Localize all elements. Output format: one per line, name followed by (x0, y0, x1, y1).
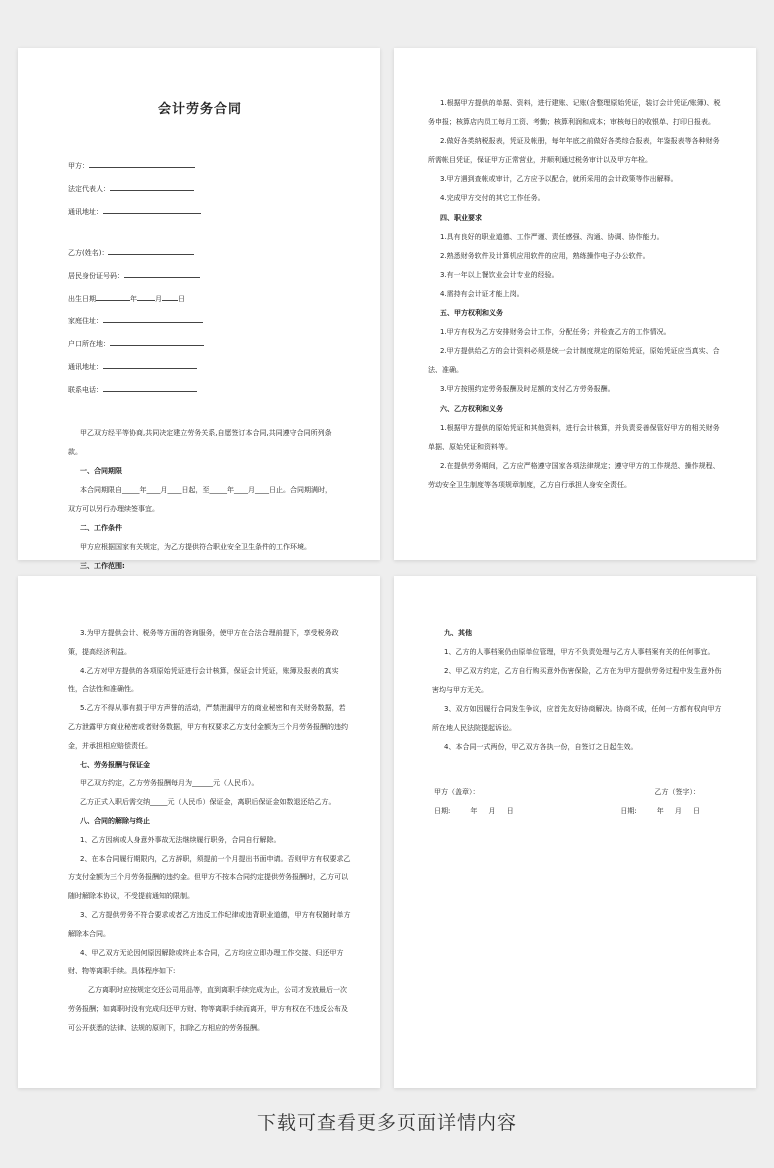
paragraph: 2.甲方提供给乙方的会计资料必须是统一会计制度规定的原始凭证，原始凭证应当真实、合法、准确。 (428, 347, 720, 375)
blank-line (110, 184, 194, 191)
blank-line (103, 316, 203, 323)
party-b-signature: 乙方（签字）： (654, 788, 700, 796)
field-address-a (68, 207, 332, 216)
page-3-content (68, 624, 352, 1038)
date-row (432, 806, 728, 816)
section-heading: 七、劳务报酬与保证金 (80, 760, 150, 769)
blank-line (103, 385, 197, 392)
signature-row (432, 787, 728, 797)
blank-line (108, 248, 194, 255)
document-page-4 (394, 576, 756, 1088)
blank-line (89, 161, 195, 168)
field-label: 出生日期 (68, 294, 96, 303)
document-title: 会计劳务合同 (157, 102, 242, 117)
blank-line (96, 294, 130, 301)
party-b-fields (68, 248, 332, 395)
paragraph: 乙方正式入职后需交纳_____元（人民币）保证金，离职后保证金如数退还给乙方。 (80, 798, 336, 807)
field-party-b-name (68, 248, 332, 257)
paragraph: 4.乙方对甲方提供的各项原始凭证进行会计核算，保证会计凭证，账簿及报表的真实性，合法性和准确性。 (68, 666, 339, 694)
paragraph: 3、双方如因履行合同发生争议，应首先友好协商解决。协商不成，任何一方都有权向甲方所在地人民法院提起诉讼。 (432, 705, 722, 732)
footer-caption: 下载可查看更多页面详情内容 (256, 1112, 517, 1134)
year-label: 年 (130, 294, 137, 303)
paragraph: 乙方离职时应按规定交还公司用品等，直到离职手续完成为止，公司才发放最后一次劳务报酬；如离职时没有完成归还甲方财、物等离职手续而离开，甲方有权在不违反公布及可公开获悉的法律、法规的原则下，扣除乙方相应的劳务报酬。 (68, 986, 348, 1032)
field-household (68, 339, 332, 348)
paragraph: 1、乙方的人事档案仍由原单位管理，甲方不负责处理与乙方人事档案有关的任何事宜。 (444, 648, 715, 656)
document-page-2 (394, 48, 756, 560)
section-heading: 五、甲方权利和义务 (440, 309, 503, 318)
paragraph: 2、甲乙双方约定，乙方自行购买意外伤害保险，乙方在为甲方提供劳务过程中发生意外伤害均与甲方无关。 (432, 667, 722, 694)
paragraph: 3、乙方提供劳务不符合要求或者乙方违反工作纪律或违背职业道德，甲方有权随时单方解除本合同。 (68, 910, 351, 938)
section-heading: 六、乙方权利和义务 (440, 404, 503, 413)
section-heading: 四、职业要求 (440, 213, 482, 222)
paragraph: 4.需持有会计证才能上岗。 (440, 289, 524, 298)
paragraph: 4、本合同一式两份，甲乙双方各执一份，自签订之日起生效。 (444, 743, 638, 751)
field-phone (68, 385, 332, 394)
field-birth-date (68, 294, 332, 303)
party-a-fields (68, 161, 332, 216)
field-home-address (68, 316, 332, 325)
section-text: 甲方应根据国家有关规定，为乙方提供符合职业安全卫生条件的工作环境。 (80, 543, 311, 552)
blank-line (137, 294, 155, 301)
paragraph: 1.根据甲方提供的单据、资料，进行建账、记账(含整理原始凭证，装订会计凭证/账簿)、税务申报；核算店内员工每月工资、考勤；核算利润和成本；审核每日的收银单、打印日报表。 (428, 99, 721, 127)
party-a-date: 日期: 年 月 日 (434, 807, 514, 815)
section-text: 本合同期限自_____年____月____日起，至_____年____月____日止。合同期满时，双方可以另行办理续签事宜。 (68, 486, 332, 514)
paragraph: 4.完成甲方交付的其它工作任务。 (440, 194, 545, 203)
paragraph: 2、在本合同履行期限内，乙方辞职，须提前一个月提出书面申请。否则甲方有权要求乙方支付金额为三个月劳务报酬的违约金。但甲方不按本合同约定提供劳务报酬时，乙方可以随时解除本协议，不受提前通知的限制。 (68, 854, 351, 901)
paragraph: 1.根据甲方提供的原始凭证和其他资料，进行会计核算，并负责妥善保管好甲方的相关财务单据、原始凭证和资料等。 (428, 423, 720, 451)
field-label: 法定代表人： (68, 184, 110, 193)
page-4-content (432, 624, 728, 757)
paragraph: 2.做好各类纳税报表，凭证及帐册，每年年底之前做好各类综合报表，年鉴报表等各种财务所需帐目凭证，保证甲方正常营业，并顺利通过税务审计以及甲方年检。 (428, 137, 720, 165)
paragraph: 3.甲方遇到查帐或审计，乙方应予以配合，就所采用的会计政策等作出解释。 (440, 175, 678, 184)
paragraph: 1、乙方因病或人身意外事故无法继续履行职务，合同自行解除。 (80, 835, 281, 844)
page-2-content (428, 94, 726, 495)
paragraph: 1.具有良好的职业道德、工作严谨、责任感强、沟通、协调、协作能力。 (440, 232, 664, 241)
paragraph: 2.熟悉财务软件及计算机应用软件的应用，熟练操作电子办公软件。 (440, 251, 650, 260)
section-heading: 二、工作条件 (80, 524, 122, 533)
paragraph: 1.甲方有权为乙方安排财务会计工作，分配任务；并检查乙方的工作情况。 (440, 328, 671, 337)
paragraph: 3.甲方按照约定劳务报酬及时足额的支付乙方劳务报酬。 (440, 385, 615, 394)
blank-line (103, 362, 197, 369)
day-label: 日 (178, 294, 185, 303)
section-heading: 一、合同期限 (80, 467, 122, 476)
field-id-number (68, 271, 332, 280)
month-label: 月 (155, 294, 162, 303)
field-label: 通讯地址： (68, 207, 103, 216)
field-party-a (68, 161, 332, 170)
document-page-3 (18, 576, 380, 1088)
field-label: 通讯地址： (68, 363, 103, 372)
blank-line (110, 339, 204, 346)
party-a-signature: 甲方（盖章）： (434, 788, 480, 796)
field-label: 户口所在地： (68, 340, 110, 349)
field-label: 家庭住址： (68, 317, 103, 326)
blank-line (103, 207, 201, 214)
field-address-b (68, 362, 332, 371)
paragraph: 5.乙方不得从事有损于甲方声誉的活动，严禁泄漏甲方的商业秘密和有关财务数据，若乙方泄露甲方商业秘密或者财务数据，甲方有权要求乙方支付金额为三个月劳务报酬的违约金，并承担相应赔偿责任。 (68, 704, 348, 750)
paragraph: 3.为甲方提供会计、税务等方面的咨询服务，使甲方在合法合理前提下，享受税务政策，提高经济利益。 (68, 629, 339, 656)
paragraph: 3.有一年以上餐饮业会计专业的经验。 (440, 270, 559, 279)
document-page-1 (18, 48, 380, 571)
section-heading: 三、工作范围: (80, 562, 125, 571)
section-heading: 九、其他 (444, 629, 472, 637)
field-label: 居民身份证号码： (68, 271, 124, 280)
blank-line (124, 271, 200, 278)
field-label: 甲方： (68, 162, 89, 170)
blank-line (162, 294, 178, 301)
paragraph: 2.在提供劳务期间，乙方应严格遵守国家各项法律规定；遵守甲方的工作规范、操作规程、劳动安全卫生制度等各项规章制度，乙方自行承担人身安全责任。 (428, 461, 720, 489)
section-heading: 八、合同的解除与终止 (80, 816, 150, 825)
field-label: 联系电话： (68, 386, 103, 395)
party-b-date: 日期: 年 月 日 (620, 807, 700, 815)
paragraph: 甲乙双方约定，乙方劳务报酬每月为______元（人民币）。 (80, 779, 259, 788)
intro-paragraph: 甲乙双方经平等协商,共同决定建立劳务关系,自愿签订本合同,共同遵守合同所列条款。 (68, 429, 332, 457)
field-legal-rep (68, 184, 332, 193)
paragraph: 4、甲乙双方无论因何原因解除或终止本合同，乙方均应立即办理工作交接、归还甲方财、物等离职手续。具体程序如下: (68, 948, 344, 976)
field-label: 乙方(姓名)： (68, 248, 109, 257)
